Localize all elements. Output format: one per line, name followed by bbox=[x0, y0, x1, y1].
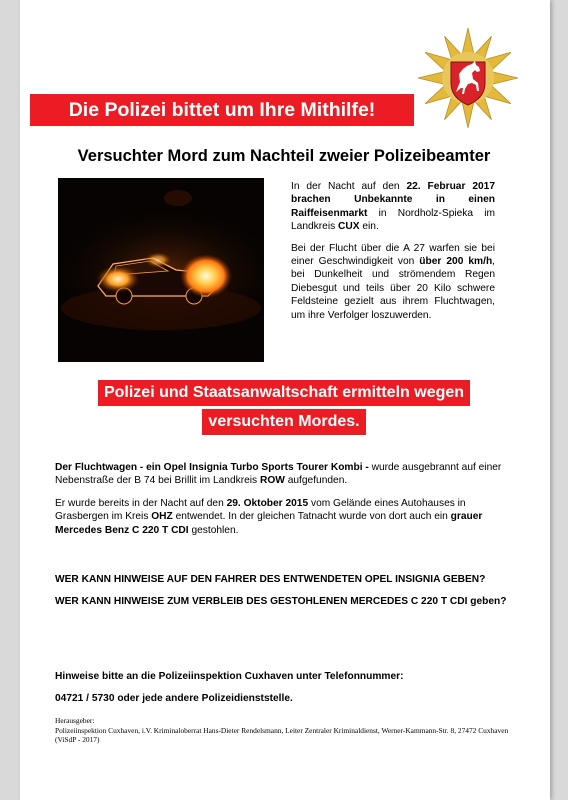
body-paragraph-2: Er wurde bereits in der Nacht auf den 29. Oktober 2015 vom Gelände eines Autohauses in Grasbergen im Kreis OHZ entwendet. In der gleichen Tatnacht wurde von dort auch ein grauer Mercedes Benz C 220 T CDI gestohlen. bbox=[55, 497, 483, 536]
investigation-headline-line-2: versuchten Mordes. bbox=[0, 409, 568, 435]
appeal-banner: Die Polizei bittet um Ihre Mithilfe! bbox=[30, 94, 414, 126]
contact-instruction: Hinweise bitte an die Polizeiinspektion Cuxhaven unter Telefonnummer: bbox=[55, 671, 404, 682]
subtitle: Versuchter Mord zum Nachteil zweier Polizeibeamter bbox=[77, 147, 491, 165]
burning-car-photo bbox=[58, 178, 264, 362]
intro-paragraph-2: Bei der Flucht über die A 27 warfen sie bei einer Geschwindigkeit von über 200 km/h, bei Dunkelheit und strömendem Regen Diebesgut und teils über 20 Kilo schwere Feldsteine gezielt aus ihrem Fluchtwagen, um ihre Verfolger loszuwerden. bbox=[291, 242, 496, 321]
intro-paragraph-1: In der Nacht auf den 22. Februar 2017 brachen Unbekannte in einen Raiffeisenmarkt in Nordholz-Spieka im Landkreis CUX ein. bbox=[291, 181, 495, 233]
publisher-label: Herausgeber: bbox=[55, 716, 95, 725]
publisher-text: Polizeiinspektion Cuxhaven, i.V. Kriminaloberrat Hans-Dieter Rendelsmann, Leiter Zentraler Kriminaldienst, Werner-Kammann-Str. 8, 27472 Cuxhaven (ViSdP - 2017) bbox=[55, 725, 509, 745]
witness-questions bbox=[55, 573, 517, 618]
incident-description bbox=[291, 180, 495, 330]
publisher-info bbox=[55, 716, 517, 745]
question-mercedes-location: WER KANN HINWEISE ZUM VERBLEIB DES GESTOHLENEN MERCEDES C 220 T CDI geben? bbox=[55, 596, 507, 608]
body-paragraph-1: Der Fluchtwagen - ein Opel Insignia Turbo Sports Tourer Kombi - wurde ausgebrannt auf einer Nebenstraße der B 74 bei Brillit im Landkreis ROW aufgefunden. bbox=[55, 462, 502, 487]
contact-phone: 04721 / 5730 oder jede andere Polizeidienststelle. bbox=[55, 693, 293, 704]
contact-info bbox=[55, 670, 517, 714]
vehicle-details bbox=[55, 461, 517, 546]
police-star-logo bbox=[418, 28, 518, 128]
question-opel-driver: WER KANN HINWEISE AUF DEN FAHRER DES ENTWENDETEN OPEL INSIGNIA GEBEN? bbox=[55, 574, 486, 585]
investigation-headline-line-1: Polizei und Staatsanwaltschaft ermitteln wegen bbox=[0, 380, 568, 406]
